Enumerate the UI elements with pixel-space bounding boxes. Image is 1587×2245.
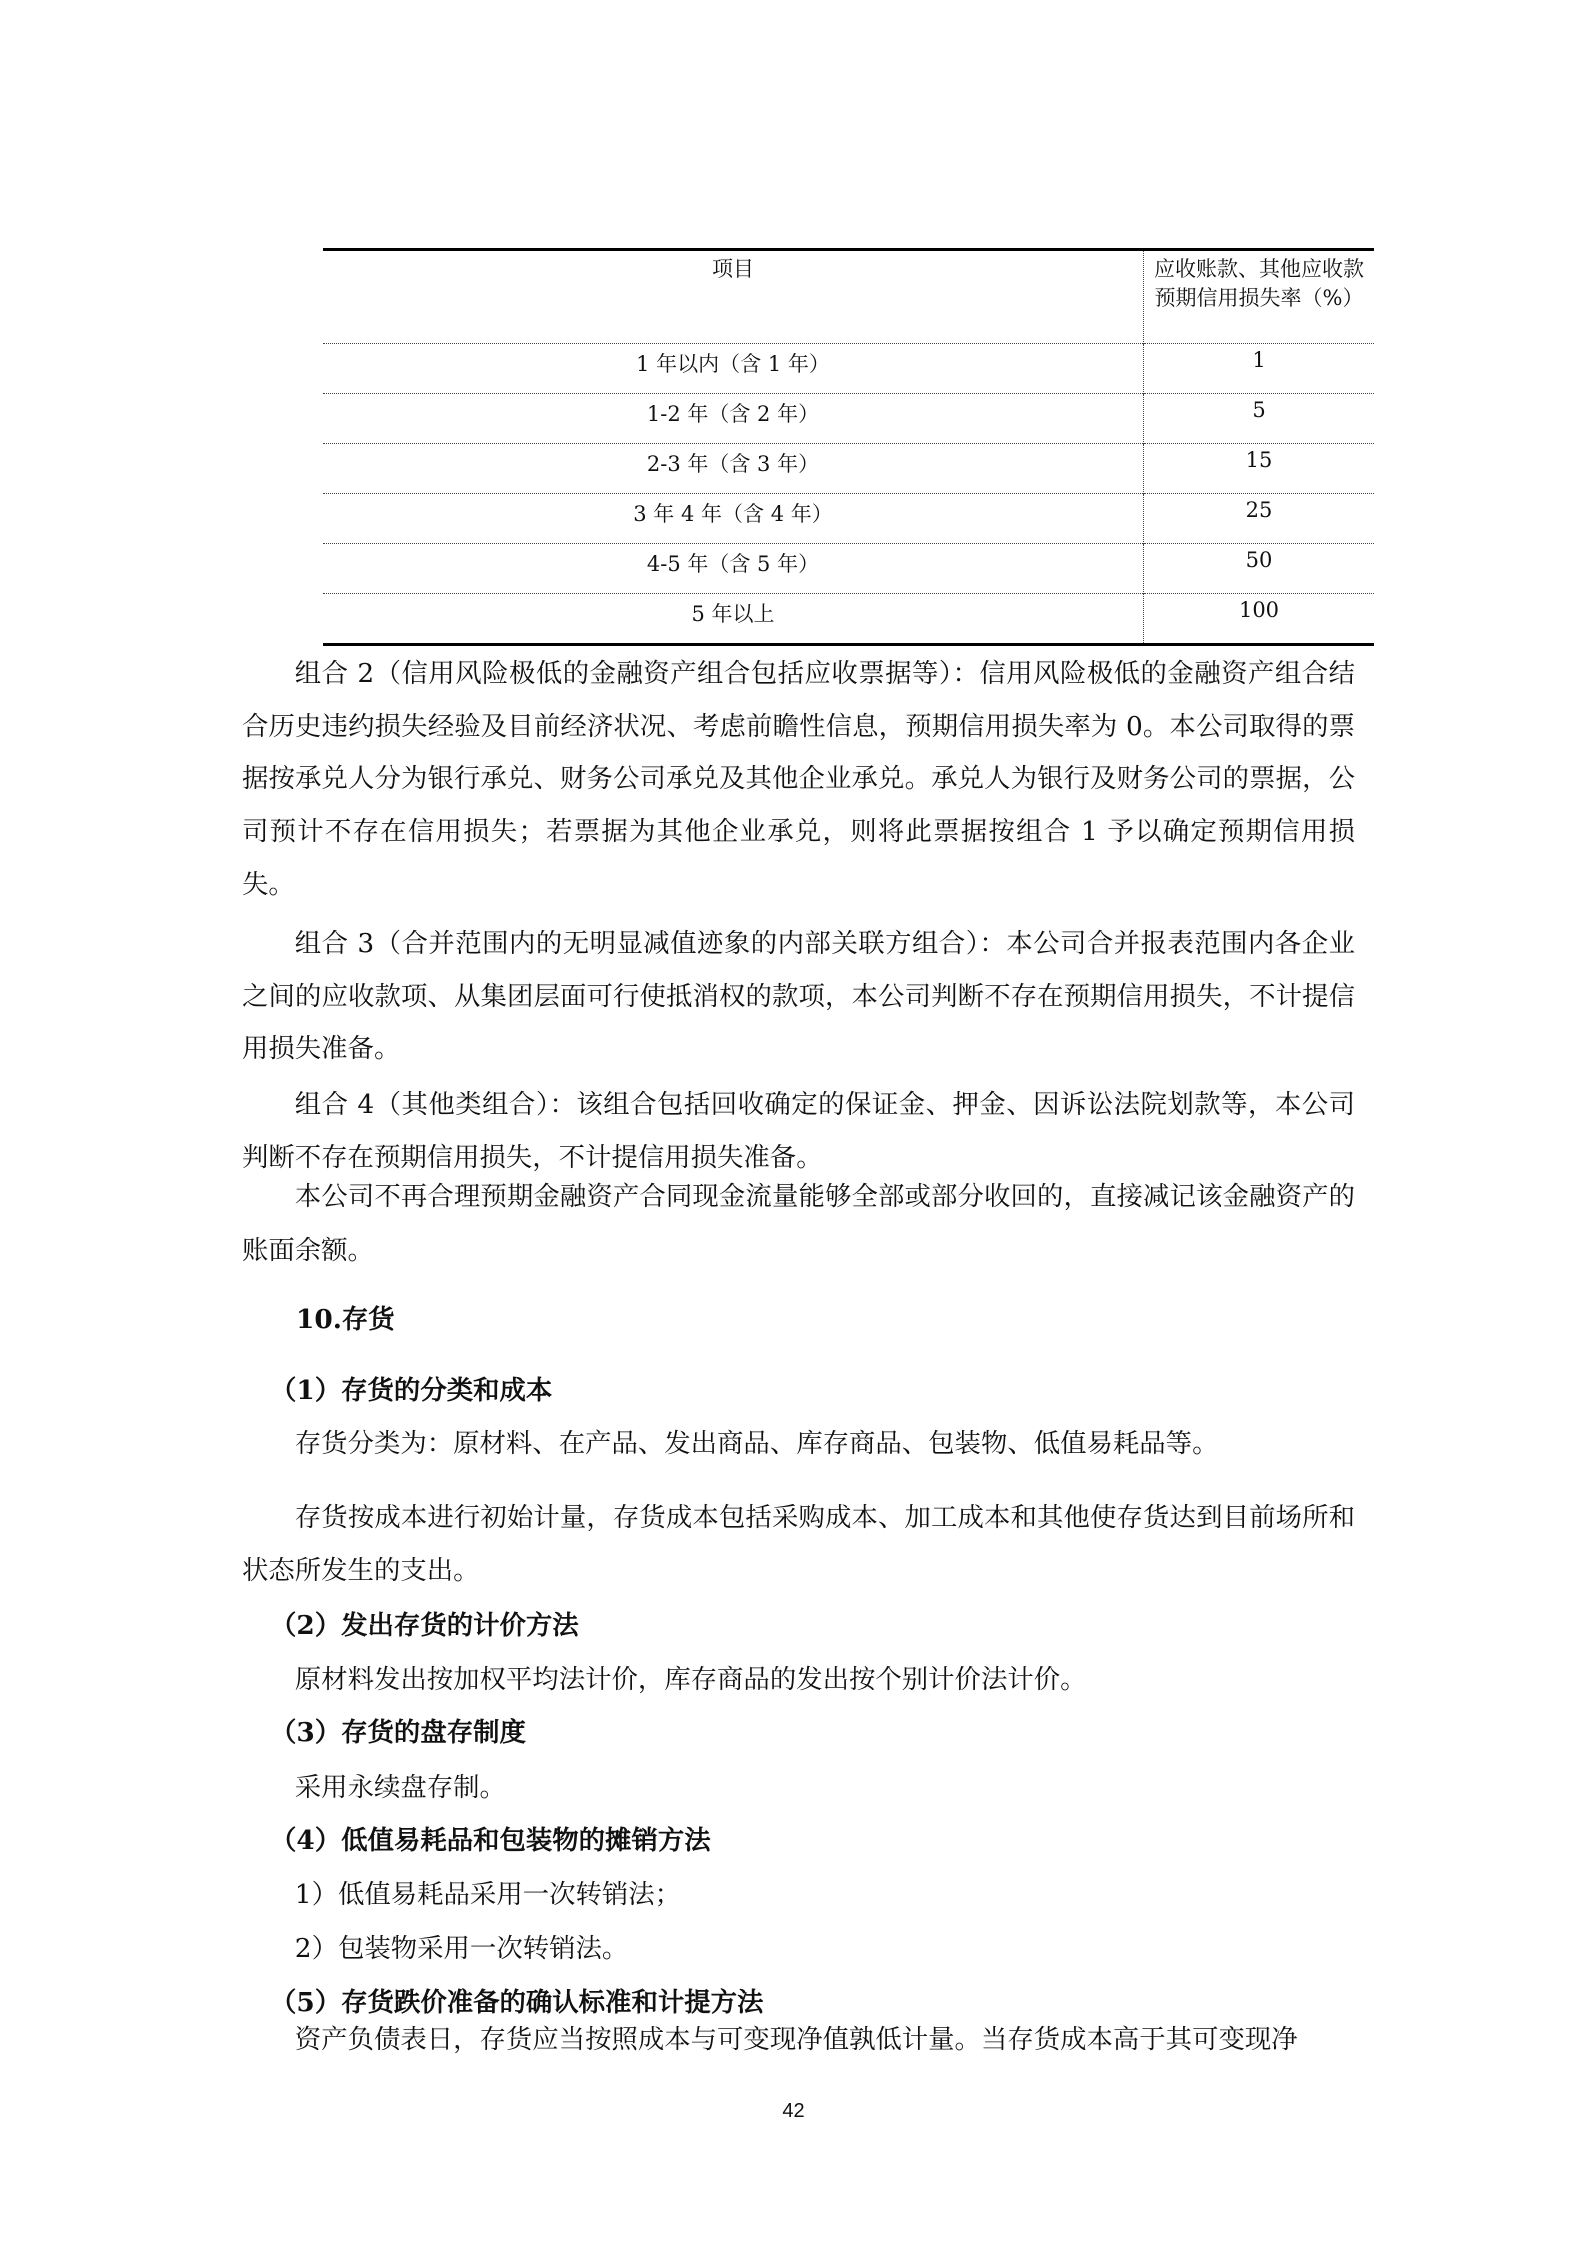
paragraph: 原材料发出按加权平均法计价，库存商品的发出按个别计价法计价。 — [294, 1664, 1087, 1695]
paragraph: 资产负债表日，存货应当按照成本与可变现净值孰低计量。当存货成本高于其可变现净 — [294, 2024, 1298, 2055]
cell-item: 5 年以上 — [323, 594, 1144, 645]
table-row — [323, 594, 1374, 645]
cell-item: 4-5 年（含 5 年） — [323, 544, 1144, 594]
cell-item: 1-2 年（含 2 年） — [323, 394, 1144, 444]
paragraph: 2）包装物采用一次转销法。 — [294, 1933, 629, 1964]
cell-rate: 25 — [1144, 494, 1375, 544]
cell-rate: 50 — [1144, 544, 1375, 594]
paragraph-writeoff: 本公司不再合理预期金融资产合同现金流量能够全部或部分收回的，直接减记该金融资产的账面余额。 — [242, 1181, 1355, 1266]
table-header-row — [323, 250, 1374, 344]
cell-rate: 5 — [1144, 394, 1375, 444]
paragraph-group2: 组合 2（信用风险极低的金融资产组合包括应收票据等）：信用风险极低的金融资产组合结合历史违约损失经验及目前经济状况、考虑前瞻性信息，预期信用损失率为 0。本公司取得的票据按承兑人分为银行承兑、财务公司承兑及其他企业承兑。承兑人为银行及财务公司的票据，公司预计不存在信用损失；若票据为其他企业承兑，则将此票据按组合 1 予以确定预期信用损失。 — [242, 658, 1355, 900]
paragraph-group3: 组合 3（合并范围内的无明显减值迹象的内部关联方组合）：本公司合并报表范围内各企业之间的应收款项、从集团层面可行使抵消权的款项，本公司判断不存在预期信用损失，不计提信用损失准备。 — [242, 928, 1355, 1065]
subheading-3: （3）存货的盘存制度 — [270, 1717, 526, 1748]
table-row — [323, 444, 1374, 494]
paragraph: 采用永续盘存制。 — [294, 1772, 506, 1803]
cell-item: 2-3 年（含 3 年） — [323, 444, 1144, 494]
table-row — [323, 394, 1374, 444]
cell-item: 3 年 4 年（含 4 年） — [323, 494, 1144, 544]
paragraph: 存货按成本进行初始计量，存货成本包括采购成本、加工成本和其他使存货达到目前场所和状态所发生的支出。 — [242, 1502, 1355, 1586]
cell-rate: 15 — [1144, 444, 1375, 494]
subheading-2: （2）发出存货的计价方法 — [270, 1610, 579, 1641]
paragraph-group4: 组合 4（其他类组合）：该组合包括回收确定的保证金、押金、因诉讼法院划款等，本公司判断不存在预期信用损失，不计提信用损失准备。 — [242, 1089, 1355, 1173]
table-row — [323, 494, 1374, 544]
paragraph: 1）低值易耗品采用一次转销法； — [294, 1879, 682, 1910]
subheading-4: （4）低值易耗品和包装物的摊销方法 — [270, 1825, 711, 1856]
page-number: 42 — [782, 2100, 805, 2122]
subheading-1: （1）存货的分类和成本 — [270, 1375, 553, 1406]
table-row — [323, 544, 1374, 594]
subheading-5: （5）存货跌价准备的确认标准和计提方法 — [270, 1987, 764, 2018]
header-rate: 应收账款、其他应收款预期信用损失率（%） — [1144, 250, 1375, 344]
cell-rate: 100 — [1144, 594, 1375, 645]
cell-item: 1 年以内（含 1 年） — [323, 344, 1144, 394]
table-row — [323, 344, 1374, 394]
section-title: 10.存货 — [296, 1304, 395, 1335]
paragraph: 存货分类为：原材料、在产品、发出商品、库存商品、包装物、低值易耗品等。 — [294, 1428, 1219, 1459]
header-item: 项目 — [712, 257, 754, 281]
cell-rate: 1 — [1144, 344, 1375, 394]
credit-loss-rate-table — [323, 248, 1374, 646]
